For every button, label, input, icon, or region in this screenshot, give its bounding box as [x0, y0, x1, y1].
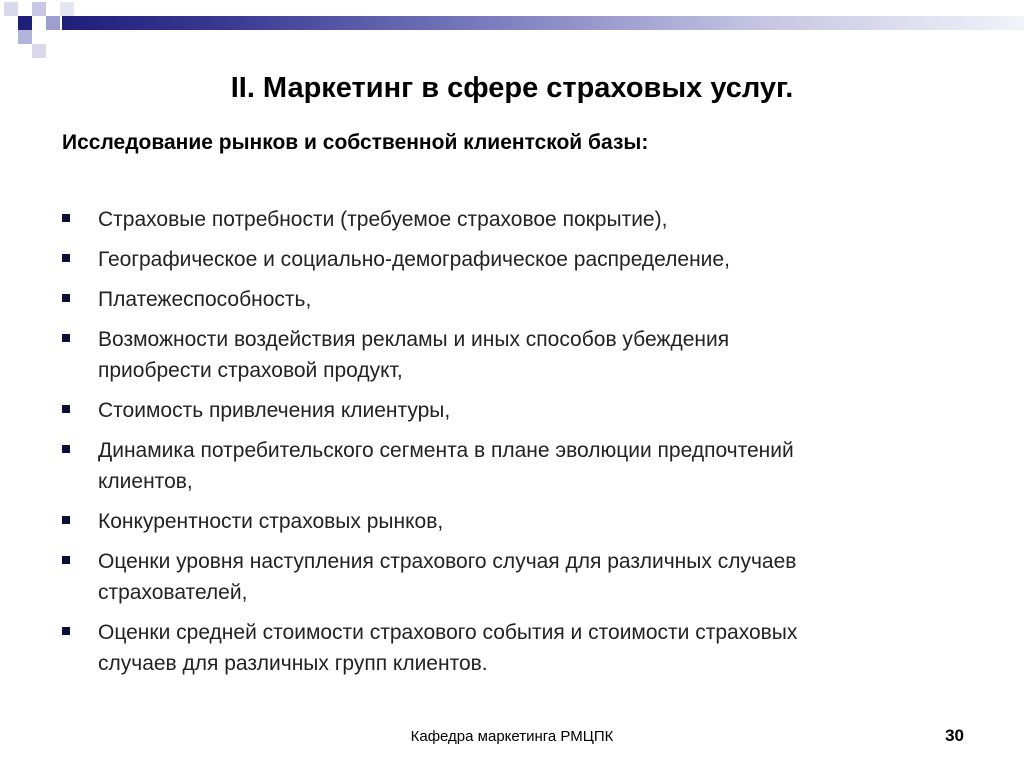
square-bullet-icon	[62, 334, 70, 342]
slide-title: II. Маркетинг в сфере страховых услуг.	[230, 72, 794, 104]
decorative-square	[60, 2, 74, 16]
page-number: 30	[945, 726, 964, 745]
bullet-item	[62, 617, 992, 679]
square-bullet-icon	[62, 445, 70, 453]
bullet-item	[62, 506, 992, 537]
decorative-square	[18, 30, 32, 44]
bullet-text: Платежеспособность,	[98, 288, 312, 311]
bullet-text: Страховые потребности (требуемое страховое покрытие),	[98, 208, 668, 231]
bullet-item	[62, 324, 992, 386]
bullet-text: Оценки уровня наступления страхового случая для различных случаев страхователей,	[98, 550, 797, 604]
footer-department: Кафедра маркетинга РМЦПК	[410, 728, 614, 745]
bullet-text: Географическое и социально-демографическое распределение,	[98, 248, 730, 271]
square-bullet-icon	[62, 294, 70, 302]
square-bullet-icon	[62, 405, 70, 413]
decorative-square	[32, 2, 46, 16]
bullet-item	[62, 395, 992, 426]
bullet-text: Возможности воздействия рекламы и иных способов убеждения приобрести страховой продукт,	[98, 328, 730, 382]
square-bullet-icon	[62, 627, 70, 635]
bullet-item	[62, 284, 992, 315]
decorative-square	[4, 2, 18, 16]
bullet-item	[62, 435, 992, 497]
bullet-text: Конкурентности страховых рынков,	[98, 510, 444, 533]
bullet-item	[62, 204, 992, 235]
square-bullet-icon	[62, 556, 70, 564]
bullet-item	[62, 546, 992, 608]
square-bullet-icon	[62, 254, 70, 262]
decorative-square	[32, 44, 46, 58]
decorative-square	[46, 16, 60, 30]
decorative-square	[18, 16, 32, 30]
bullet-text: Стоимость привлечения клиентуры,	[98, 399, 451, 422]
bullet-item	[62, 244, 992, 275]
bullet-text: Динамика потребительского сегмента в плане эволюции предпочтений клиентов,	[98, 439, 794, 493]
header-gradient-bar	[62, 16, 1024, 30]
slide-subtitle: Исследование рынков и собственной клиентской базы:	[62, 131, 649, 154]
bullet-list	[62, 204, 992, 688]
square-bullet-icon	[62, 516, 70, 524]
square-bullet-icon	[62, 214, 70, 222]
bullet-text: Оценки средней стоимости страхового события и стоимости страховых случаев для различных групп клиентов.	[98, 621, 798, 675]
